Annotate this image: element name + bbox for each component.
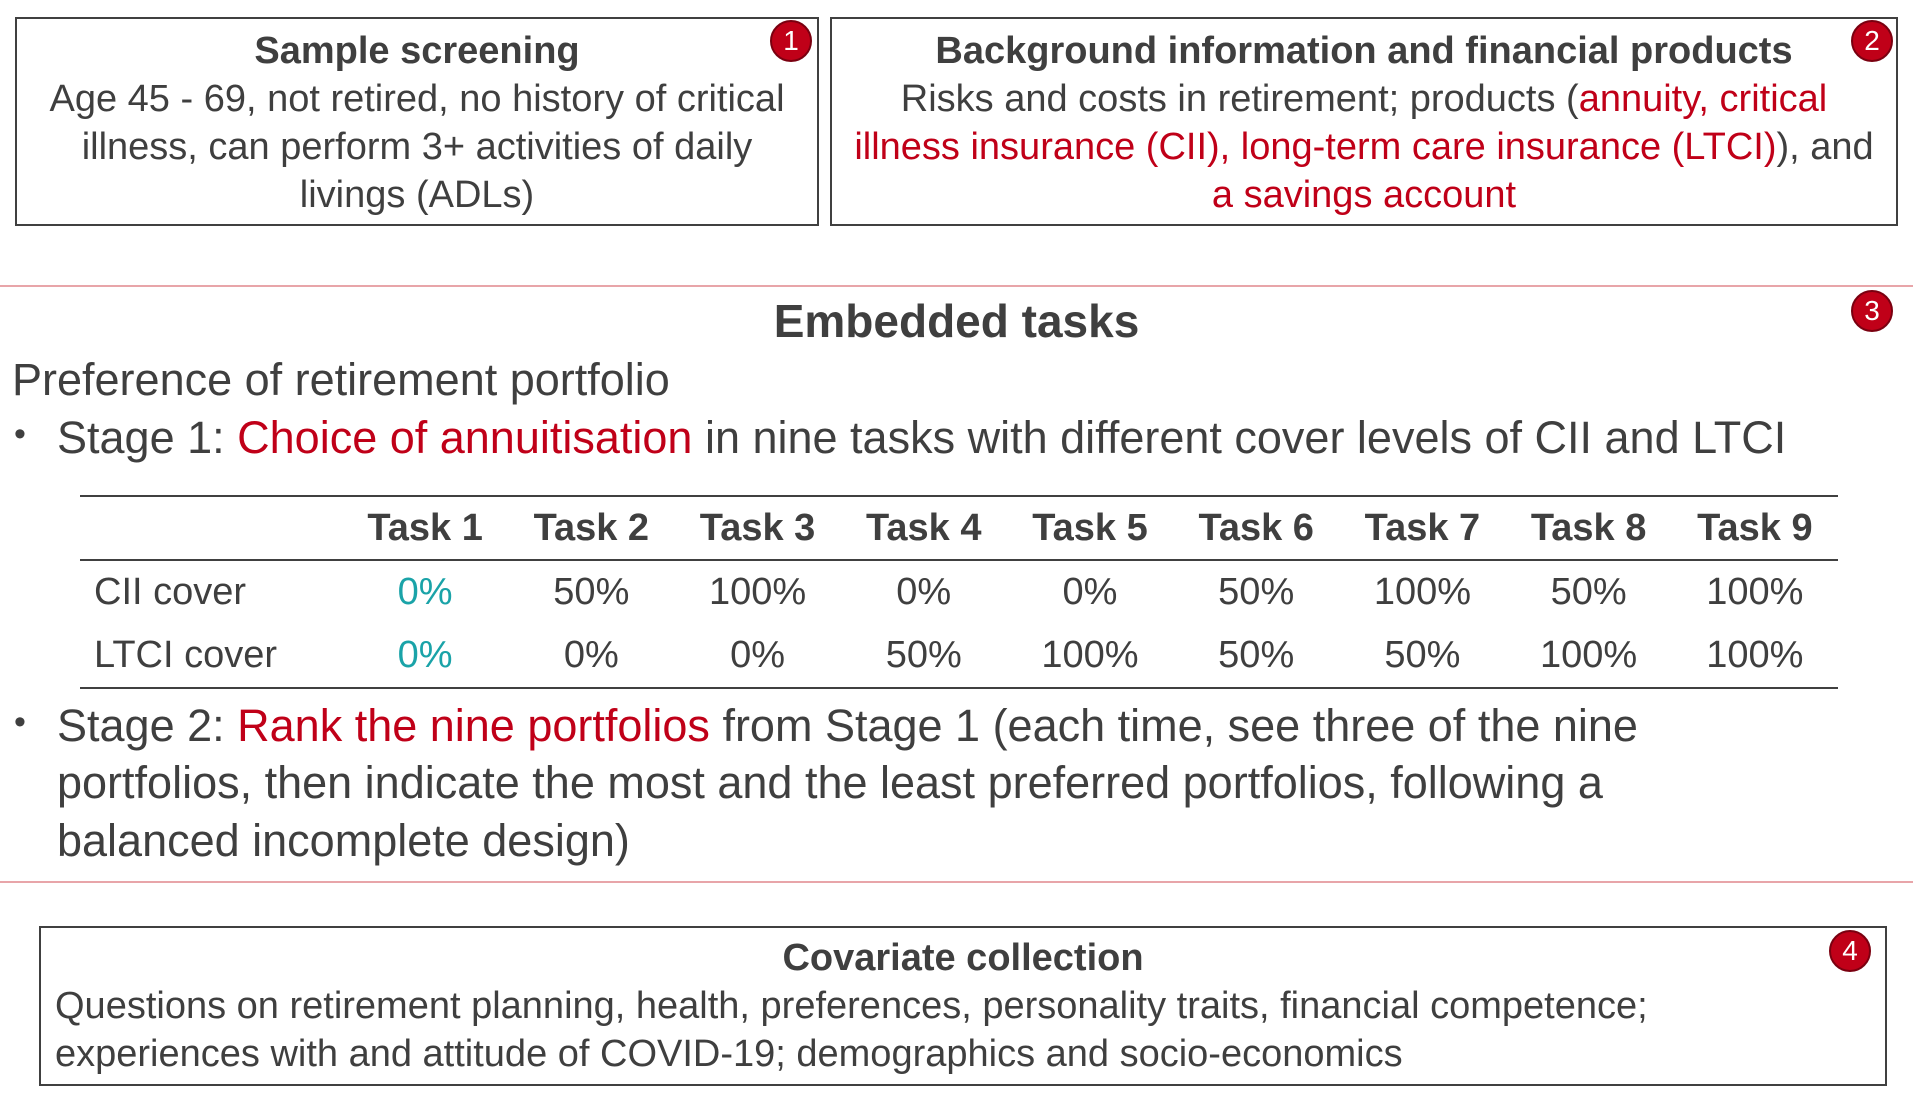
covariate-line-2: experiences with and attitude of COVID-19; demographics and socio-economics [55,1033,1403,1075]
table-header-cell [80,496,342,560]
table-cell: 100% [1540,634,1638,676]
row-label: CII cover [94,571,247,613]
table-cell: 100% [708,571,807,613]
table-header-cell: Task 8 [1530,506,1647,549]
table-cell: 50% [1384,634,1461,676]
table-cell: 0% [896,571,952,613]
table-header-cell: Task 4 [866,506,982,549]
stage2-line2: portfolios, then indicate the most and the least preferred portfolios, following a [57,757,1603,808]
table-header-cell: Task 6 [1198,506,1314,549]
stage2-bullet: • [14,703,26,741]
step-badge-2: 2 [1851,20,1893,62]
covariate-collection-box [39,926,1887,1086]
table-header-cell: Task 7 [1364,506,1481,549]
table-header-cell: Task 1 [367,506,483,549]
section-divider-top [0,285,1913,287]
background-info-box [830,17,1898,226]
sample-screening-box [15,17,819,226]
step-badge-4: 4 [1829,930,1871,972]
task-cover-table [80,495,1838,689]
stage2-line3: balanced incomplete design) [57,815,630,866]
section-divider-bottom [0,881,1913,883]
table-header-cell: Task 5 [1032,506,1148,549]
stage1-highlight: Choice of annuitisation [237,412,693,463]
table-row-cii [80,560,1838,624]
table-header-cell: Task 9 [1697,506,1813,549]
row-label: LTCI cover [94,634,278,676]
stage2-line1 [57,697,1638,755]
embedded-tasks-heading: Embedded tasks [773,295,1140,347]
table-cell: 0% [563,634,619,676]
stage1-suffix: in nine tasks with different cover levels of CII and LTCI [692,412,1787,463]
sample-screening-title: Sample screening [254,30,580,72]
table-cell: 0% [1062,571,1118,613]
stage1-prefix: Stage 1: [57,412,238,463]
stage1-text [57,409,1786,467]
table-cell: 0% [397,634,453,676]
stage2-line1-suffix: from Stage 1 (each time, see three of the nine [709,700,1638,751]
step-badge-3: 3 [1851,290,1893,332]
table-cell: 100% [1706,634,1804,676]
table-header-cell: Task 2 [533,506,650,549]
table-cell: 100% [1706,571,1804,613]
table-header-row [80,496,1838,560]
table-cell: 0% [730,634,785,676]
table-cell: 50% [1218,571,1295,613]
stage2-highlight: Rank the nine portfolios [237,700,710,751]
background-info-text-part1: Risks and costs in retirement; products ( [900,78,1579,120]
covariate-collection-title: Covariate collection [782,937,1144,979]
table-row-ltci [80,624,1838,688]
covariate-line-1: Questions on retirement planning, health, preferences, personality traits, financial competence; [55,985,1648,1027]
table-cell: 50% [1218,634,1295,676]
table-header-cell: Task 3 [699,506,816,549]
table-cell: 50% [1550,571,1627,613]
background-info-text [852,75,1876,219]
stage1-bullet: • [14,415,26,453]
table-cell: 100% [1373,571,1472,613]
products-list-highlight: annuity, critical illness insurance (CII), long-term care insurance (LTCI) [854,78,1828,168]
table-cell: 0% [397,571,453,613]
savings-account-highlight: a savings account [1211,174,1517,216]
background-info-text-part2: ), and [1776,126,1874,168]
table-cell: 50% [553,571,630,613]
stage2-prefix: Stage 2: [57,700,238,751]
step-badge-1: 1 [770,20,812,62]
table-cell: 50% [885,634,962,676]
portfolio-preference-subheading: Preference of retirement portfolio [12,354,670,405]
background-info-title: Background information and financial products [935,30,1793,72]
table-cell: 100% [1041,634,1139,676]
sample-screening-text: Age 45 - 69, not retired, no history of critical illness, can perform 3+ activities of daily livings (ADLs) [49,78,785,216]
